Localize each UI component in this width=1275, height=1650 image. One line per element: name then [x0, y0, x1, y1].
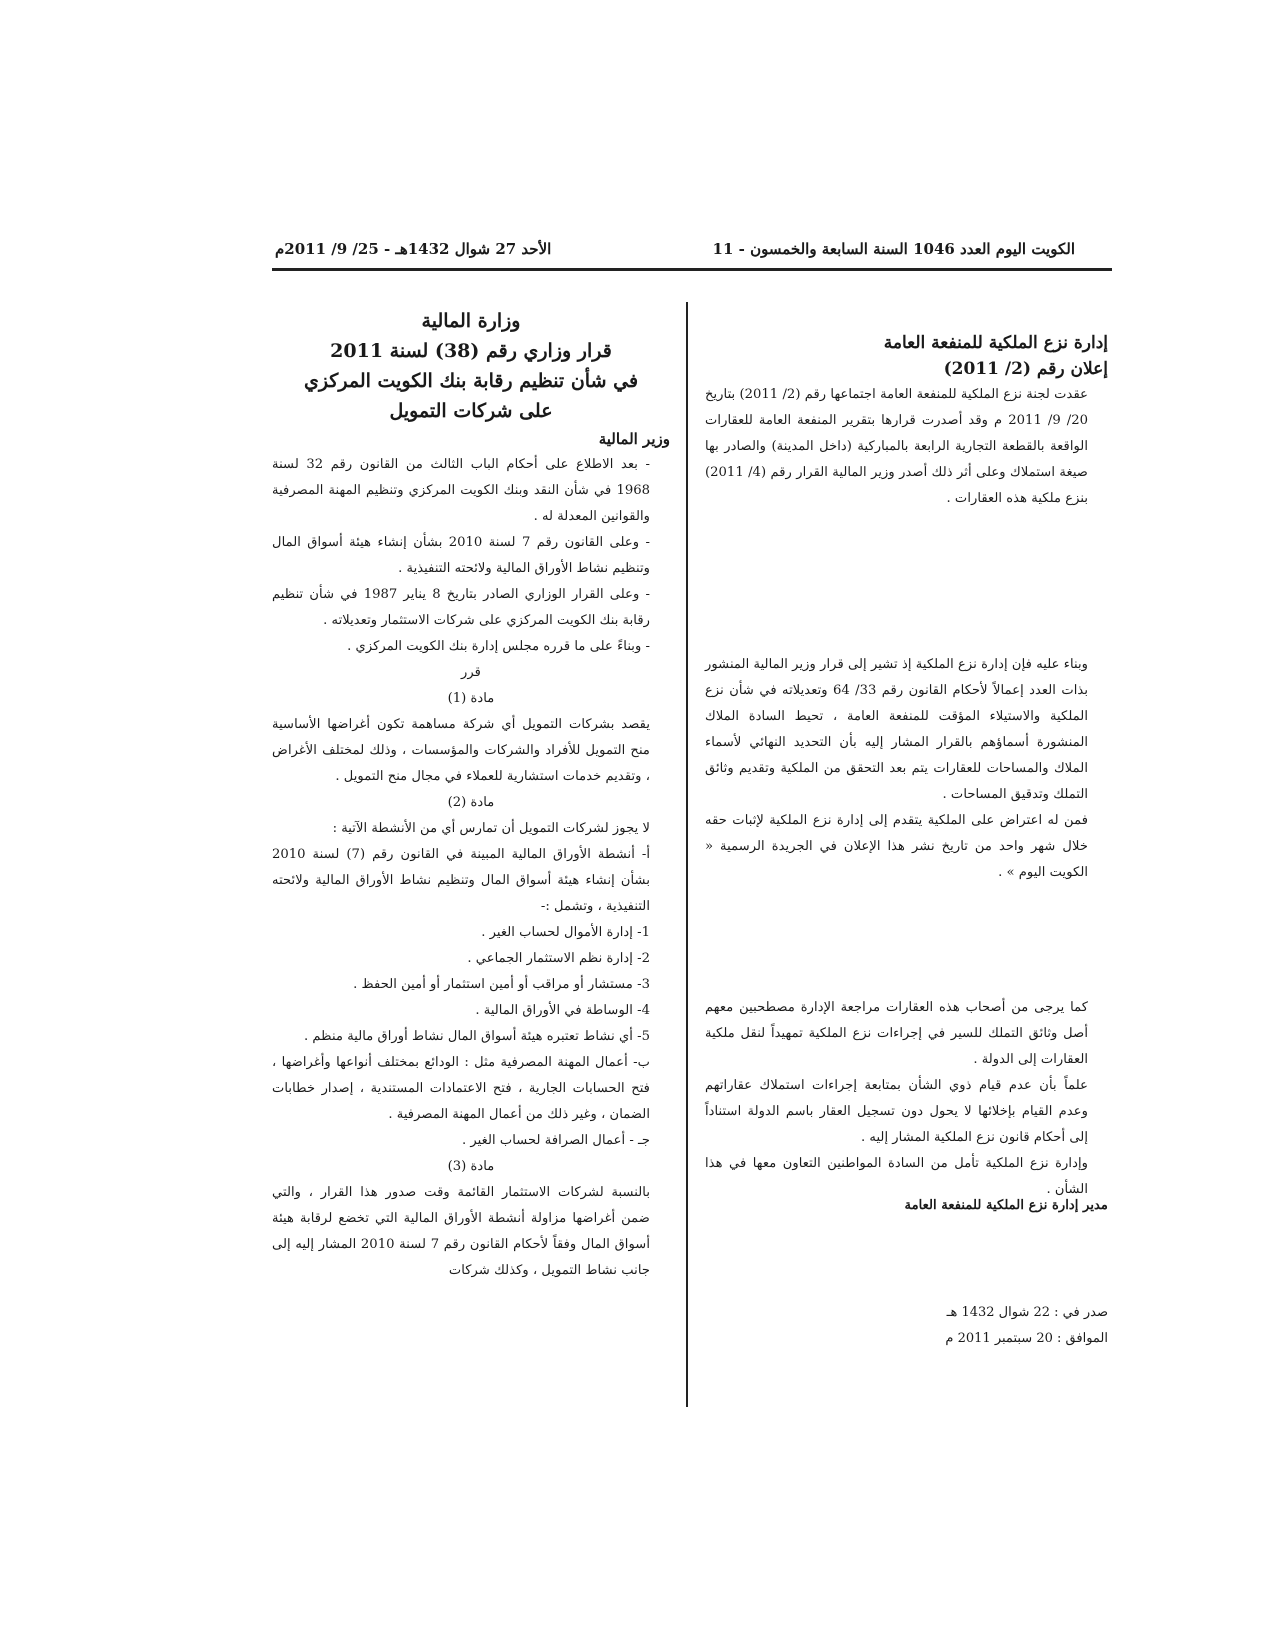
announcement-block-3 — [705, 995, 1108, 1203]
announcement-paragraph-6: وإدارة نزع الملكية تأمل من السادة المواطنين التعاون معها في هذا الشأن . — [705, 1156, 1088, 1197]
announcement-department: إدارة نزع الملكية للمنفعة العامة — [883, 333, 1108, 353]
recital-4: - وبناءً على ما قرره مجلس إدارة بنك الكويت المركزي . — [347, 639, 650, 654]
article-3-text: بالنسبة لشركات الاستثمار القائمة وقت صدور هذا القرار ، والتي ضمن أغراضها مزاولة أنشطة الأوراق المالية التي تخضع لرقابة هيئة أسواق المال وفقاً لأحكام القانون رقم 7 لسنة 2010 المشار إليه إلى جانب نشاط التمويل ، وكذلك شركات — [272, 1185, 650, 1278]
announcement-column — [705, 330, 1108, 512]
announcement-dates — [860, 1300, 1108, 1352]
article-2-clause-b: ب- أعمال المهنة المصرفية مثل : الودائع بمختلف أنواعها وأغراضها ، فتح الحسابات الجارية ، فتح الاعتمادات المستندية ، إصدار خطابات الضمان ، وغير ذلك من أعمال المهنة المصرفية . — [272, 1055, 650, 1122]
list-item: 2- إدارة نظم الاستثمار الجماعي . — [467, 951, 650, 966]
list-item: 4- الوساطة في الأوراق المالية . — [475, 1003, 650, 1018]
list-item: 1- إدارة الأموال لحساب الغير . — [481, 925, 650, 940]
recital-2: - وعلى القانون رقم 7 لسنة 2010 بشأن إنشاء هيئة أسواق المال وتنظيم نشاط الأوراق المالية ولائحته التنفيذية . — [272, 535, 650, 576]
minister-title: وزير المالية — [598, 430, 670, 448]
recital-1: - بعد الاطلاع على أحكام الباب الثالث من القانون رقم 32 لسنة 1968 في شأن النقد وبنك الكويت المركزي وتنظيم المهنة المصرفية والقوانين المعدلة له . — [272, 457, 650, 524]
article-2-text: لا يجوز لشركات التمويل أن تمارس أي من الأنشطة الآتية : — [332, 821, 650, 836]
header-issue-info: الكويت اليوم العدد 1046 السنة السابعة والخمسون - 11 — [712, 240, 1075, 258]
decision-title: قرار وزاري رقم (38) لسنة 2011 — [330, 340, 612, 362]
recital-3: - وعلى القرار الوزاري الصادر بتاريخ 8 يناير 1987 في شأن تنظيم رقابة بنك الكويت المركزي على شركات الاستثمار وتعديلاته . — [272, 587, 650, 628]
announcement-paragraph-1: عقدت لجنة نزع الملكية للمنفعة العامة اجتماعها رقم (2/ 2011) بتاريخ 20/ 9/ 2011 م وقد أصدرت قرارها بتقرير المنفعة العامة للعقارات الواقعة بالقطعة التجارية الرابعة بالمباركية (داخل المدينة) والصادر بها صيغة استملاك وعلى أثر ذلك أصدر وزير المالية القرار رقم (4/ 2011) بنزع ملكية هذه العقارات . — [705, 387, 1089, 506]
article-1-text: يقصد بشركات التمويل أي شركة مساهمة تكون أغراضها الأساسية منح التمويل للأفراد والشركات والمؤسسات ، وذلك لمختلف الأغراض ، وتقديم خدمات استشارية للعملاء في مجال منح التمويل . — [272, 717, 650, 784]
decision-subject-line-2: على شركات التمويل — [389, 400, 553, 422]
announcement-block-2 — [705, 652, 1108, 886]
header-rule — [272, 268, 1112, 271]
announcement-paragraph-5: علماً بأن عدم قيام ذوي الشأن بمتابعة إجراءات استملاك عقاراتهم وعدم القيام بإخلائها لا يحول دون تسجيل العقار باسم الدولة استناداً إلى أحكام قانون نزع الملكية المشار إليه . — [705, 1078, 1088, 1145]
ministry-title: وزارة المالية — [421, 310, 521, 332]
announcement-signature: مدير إدارة نزع الملكية للمنفعة العامة — [904, 1198, 1108, 1213]
decided-heading: قرر — [461, 665, 481, 680]
corresponding-date: الموافق : 20 سبتمبر 2011 م — [945, 1331, 1108, 1346]
article-2-clause-c: جـ - أعمال الصرافة لحساب الغير . — [461, 1133, 650, 1148]
list-item: 3- مستشار أو مراقب أو أمين استثمار أو أمين الحفظ . — [353, 977, 650, 992]
article-3-title: مادة (3) — [447, 1159, 495, 1174]
header-date: الأحد 27 شوال 1432هـ - 25/ 9/ 2011م — [275, 240, 552, 258]
decision-subject-line-1: في شأن تنظيم رقابة بنك الكويت المركزي — [303, 370, 639, 392]
list-item: 5- أي نشاط تعتبره هيئة أسواق المال نشاط أوراق مالية منظم . — [303, 1029, 650, 1044]
announcement-number: إعلان رقم (2/ 2011) — [943, 359, 1108, 379]
issued-date: صدر في : 22 شوال 1432 هـ — [946, 1305, 1108, 1320]
article-2-clause-a: أ- أنشطة الأوراق المالية المبينة في القانون رقم (7) لسنة 2010 بشأن إنشاء هيئة أسواق المال وتنظيم نشاط الأوراق المالية ولائحته التنفيذية ، وتشمل :- — [272, 847, 650, 914]
article-2-title: مادة (2) — [447, 795, 495, 810]
decision-column — [272, 306, 670, 1284]
announcement-paragraph-2: وبناء عليه فإن إدارة نزع الملكية إذ تشير إلى قرار وزير المالية المنشور بذات العدد إعمالاً لأحكام القانون رقم 33/ 64 وتعديلاته في شأن نزع الملكية والاستيلاء المؤقت للمنفعة العامة ، تحيط السادة الملاك المنشورة أسماؤهم بالقرار المشار إليه بأن التحديد النهائي لأسماء الملاك والمساحات للعقارات يتم بعد التحقق من الملكية وتقديم وثائق التملك وتدقيق المساحات . — [705, 657, 1089, 802]
article-1-title: مادة (1) — [447, 691, 495, 706]
announcement-paragraph-3: فمن له اعتراض على الملكية يتقدم إلى إدارة نزع الملكية لإثبات حقه خلال شهر واحد من تاريخ نشر هذا الإعلان في الجريدة الرسمية « الكويت اليوم » . — [705, 813, 1088, 880]
column-divider — [686, 302, 688, 1407]
announcement-paragraph-4: كما يرجى من أصحاب هذه العقارات مراجعة الإدارة مصطحبين معهم أصل وثائق التملك للسير في إجراءات نزع الملكية تمهيداً لنقل ملكية العقارات إلى الدولة . — [705, 1000, 1088, 1067]
